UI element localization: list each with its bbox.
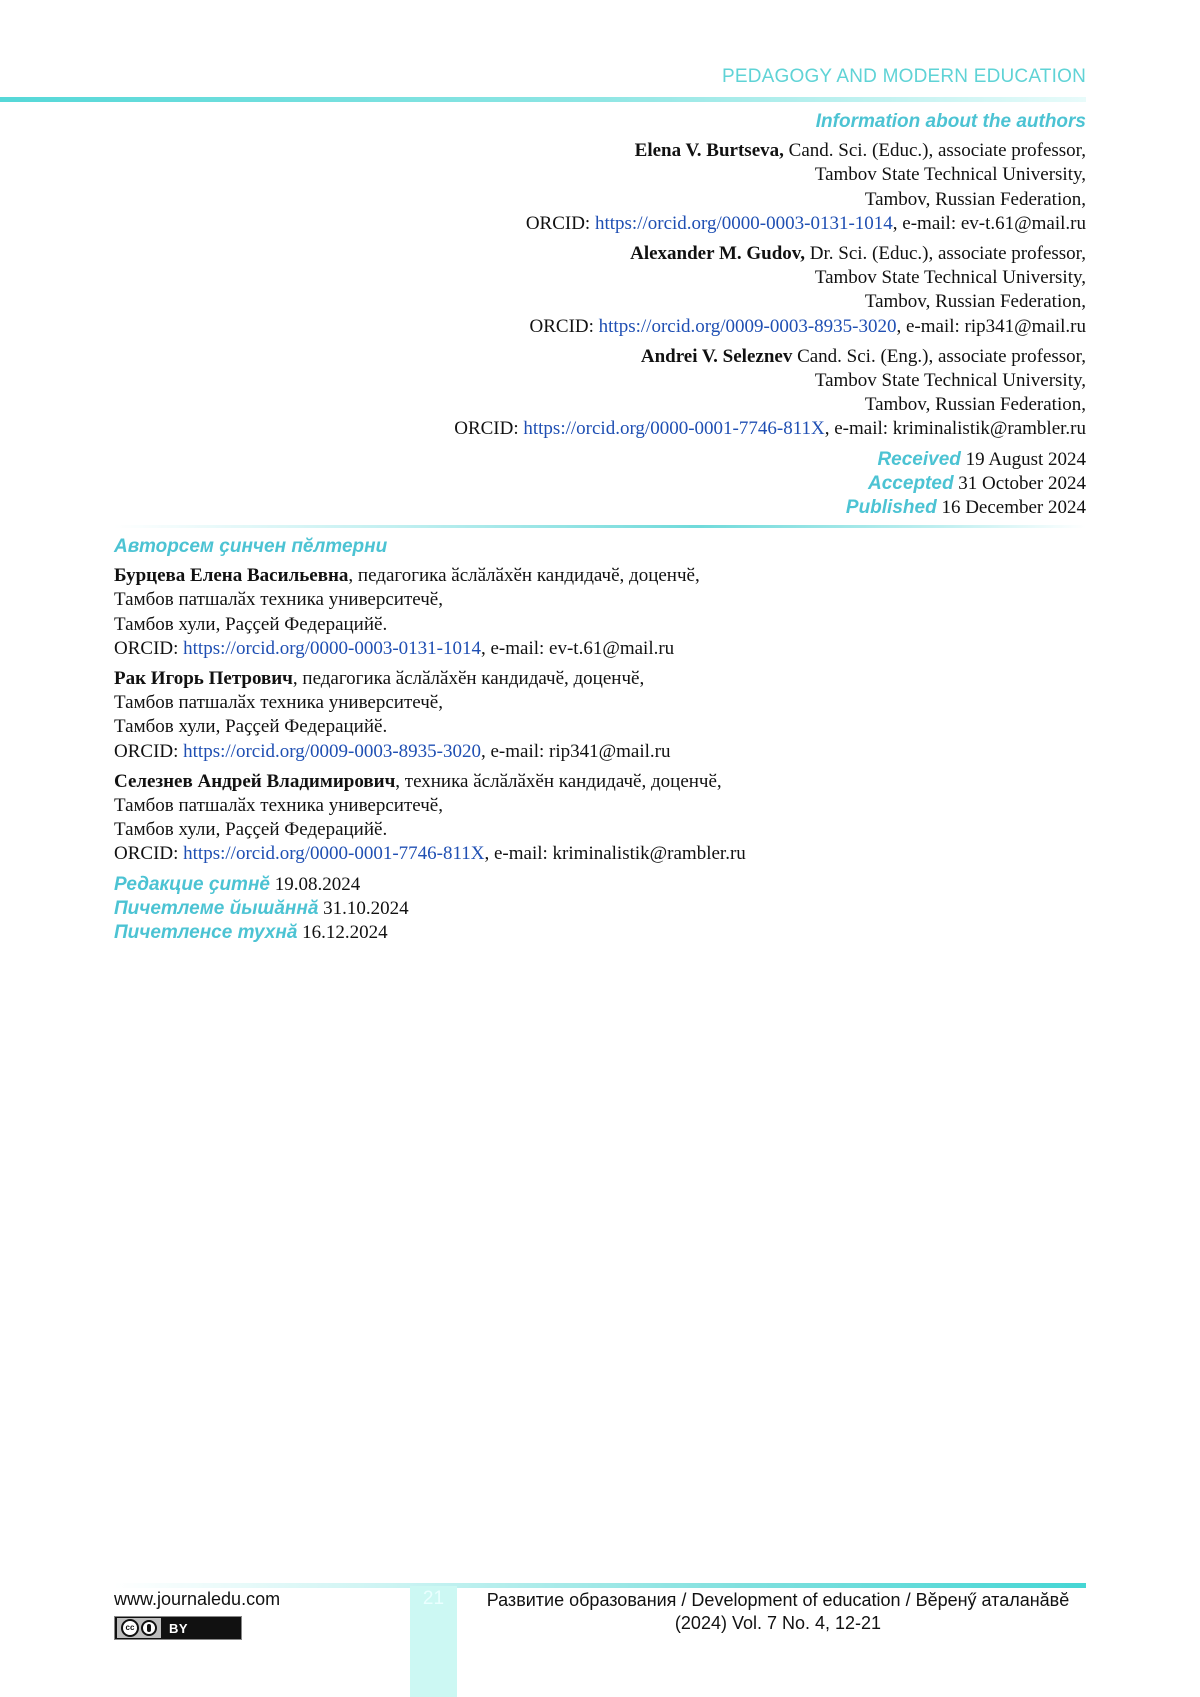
orcid-label: ORCID: [525,212,591,234]
date-value-accepted: 31 October 2024 [958,472,1086,494]
author-entry-2-cv [114,667,1014,764]
orcid-link[interactable]: https://orcid.org/0000-0003-0131-1014 [594,212,893,234]
author-affiliation: Тамбов патшалӑх техника университечӗ, [114,692,443,714]
date-value-accepted: 31.10.2024 [323,897,409,919]
date-label-accepted: Пичетлеме йышӑннӑ [114,897,319,919]
author-degree: , педагогика ӑслӑлӑхӗн кандидачӗ, доценчӗ, [348,565,700,587]
date-label-published: Published [845,496,937,518]
author-affiliation: Tambov State Technical University, [814,164,1086,186]
date-value-received: 19 August 2024 [965,448,1086,470]
footer-rule [114,1583,1086,1588]
author-email: , e-mail: kriminalistik@rambler.ru [824,418,1086,440]
date-value-published: 16.12.2024 [302,921,388,943]
author-entry-2-en [186,242,1086,339]
date-label-accepted: Accepted [868,472,954,494]
author-email: , e-mail: rip341@mail.ru [896,315,1086,337]
author-degree: Cand. Sci. (Educ.), associate professor, [788,140,1086,162]
authors-info-chuvash [114,535,1014,945]
section-heading-english: Information about the authors [815,111,1086,132]
author-email: , e-mail: rip341@mail.ru [480,740,671,762]
author-email: , e-mail: ev-t.61@mail.ru [892,212,1086,234]
orcid-link[interactable]: https://orcid.org/0000-0001-7746-811X [523,418,825,440]
orcid-label: ORCID: [114,843,179,865]
orcid-link[interactable]: https://orcid.org/0000-0003-0131-1014 [183,637,481,659]
journal-website-link[interactable]: www.journaledu.com [114,1589,281,1609]
author-location: Tambov, Russian Federation, [864,188,1086,210]
author-affiliation: Tambov State Technical University, [814,370,1086,392]
author-location: Тамбов хули, Раҫҫей Федерацийӗ. [114,819,388,841]
running-title: PEDAGOGY AND MODERN EDUCATION [721,66,1086,87]
authors-info-english [186,110,1086,520]
cc-by-license-badge[interactable] [114,1616,242,1640]
author-degree: , педагогика ӑслӑлӑхӗн кандидачӗ, доценчӗ, [292,668,645,690]
date-label-published: Пичетленсе тухнӑ [114,921,298,943]
author-name: Бурцева Елена Васильевна [114,565,349,587]
author-affiliation: Tambov State Technical University, [814,267,1086,289]
author-degree: Cand. Sci. (Eng.), associate professor, [797,345,1086,367]
author-entry-1-en [186,139,1086,236]
author-degree: Dr. Sci. (Educ.), associate professor, [809,243,1086,265]
orcid-link[interactable]: https://orcid.org/0000-0001-7746-811X [183,843,485,865]
author-affiliation: Тамбов патшалӑх техника университечӗ, [114,795,443,817]
author-location: Tambov, Russian Federation, [864,291,1086,313]
journal-volume: (2024) Vol. 7 No. 4, 12-21 [674,1613,882,1633]
author-email: , e-mail: ev-t.61@mail.ru [480,637,675,659]
journal-title: Развитие образования / Development of education / Вӗренӳ аталанӑвӗ [486,1590,1070,1610]
author-location: Тамбов хули, Раҫҫей Федерацийӗ. [114,716,388,738]
attribution-person-icon [141,1620,157,1636]
author-degree: , техника ӑслӑлӑхӗн кандидачӗ, доценчӗ, [395,770,722,792]
author-name: Elena V. Burtseva, [634,140,784,162]
orcid-link[interactable]: https://orcid.org/0009-0003-8935-3020 [598,315,897,337]
author-name: Andrei V. Seleznev [640,345,793,367]
header-rule [0,97,1086,102]
section-divider [114,525,1086,528]
date-label-received: Received [877,448,961,470]
date-value-published: 16 December 2024 [941,496,1086,518]
author-entry-3-en [186,345,1086,442]
article-dates-english [186,448,1086,520]
author-affiliation: Тамбов патшалӑх техника университечӗ, [114,589,443,611]
page-number: 21 [422,1588,445,1609]
author-location: Тамбов хули, Раҫҫей Федерацийӗ. [114,613,388,635]
orcid-label: ORCID: [114,740,179,762]
cc-icon-group [117,1618,161,1638]
orcid-link[interactable]: https://orcid.org/0009-0003-8935-3020 [183,740,481,762]
author-name: Селезнев Андрей Владимирович [114,770,396,792]
journal-citation [468,1589,1088,1635]
orcid-label: ORCID: [529,315,594,337]
orcid-label: ORCID: [454,418,519,440]
date-label-received: Редакцие ҫитнӗ [114,873,270,895]
author-email: , e-mail: kriminalistik@rambler.ru [484,843,746,865]
section-heading-chuvash: Авторсем ҫинчен пӗлтерни [114,536,388,557]
date-value-received: 19.08.2024 [274,873,361,895]
author-name: Рак Игорь Петрович [114,668,293,690]
cc-icon: cc [121,1619,139,1637]
orcid-label: ORCID: [114,637,179,659]
author-entry-1-cv [114,564,1014,661]
article-dates-chuvash [114,873,1014,945]
author-name: Alexander M. Gudov, [630,243,805,265]
author-location: Tambov, Russian Federation, [864,394,1086,416]
author-entry-3-cv [114,770,1014,867]
license-label: BY [169,1620,189,1636]
